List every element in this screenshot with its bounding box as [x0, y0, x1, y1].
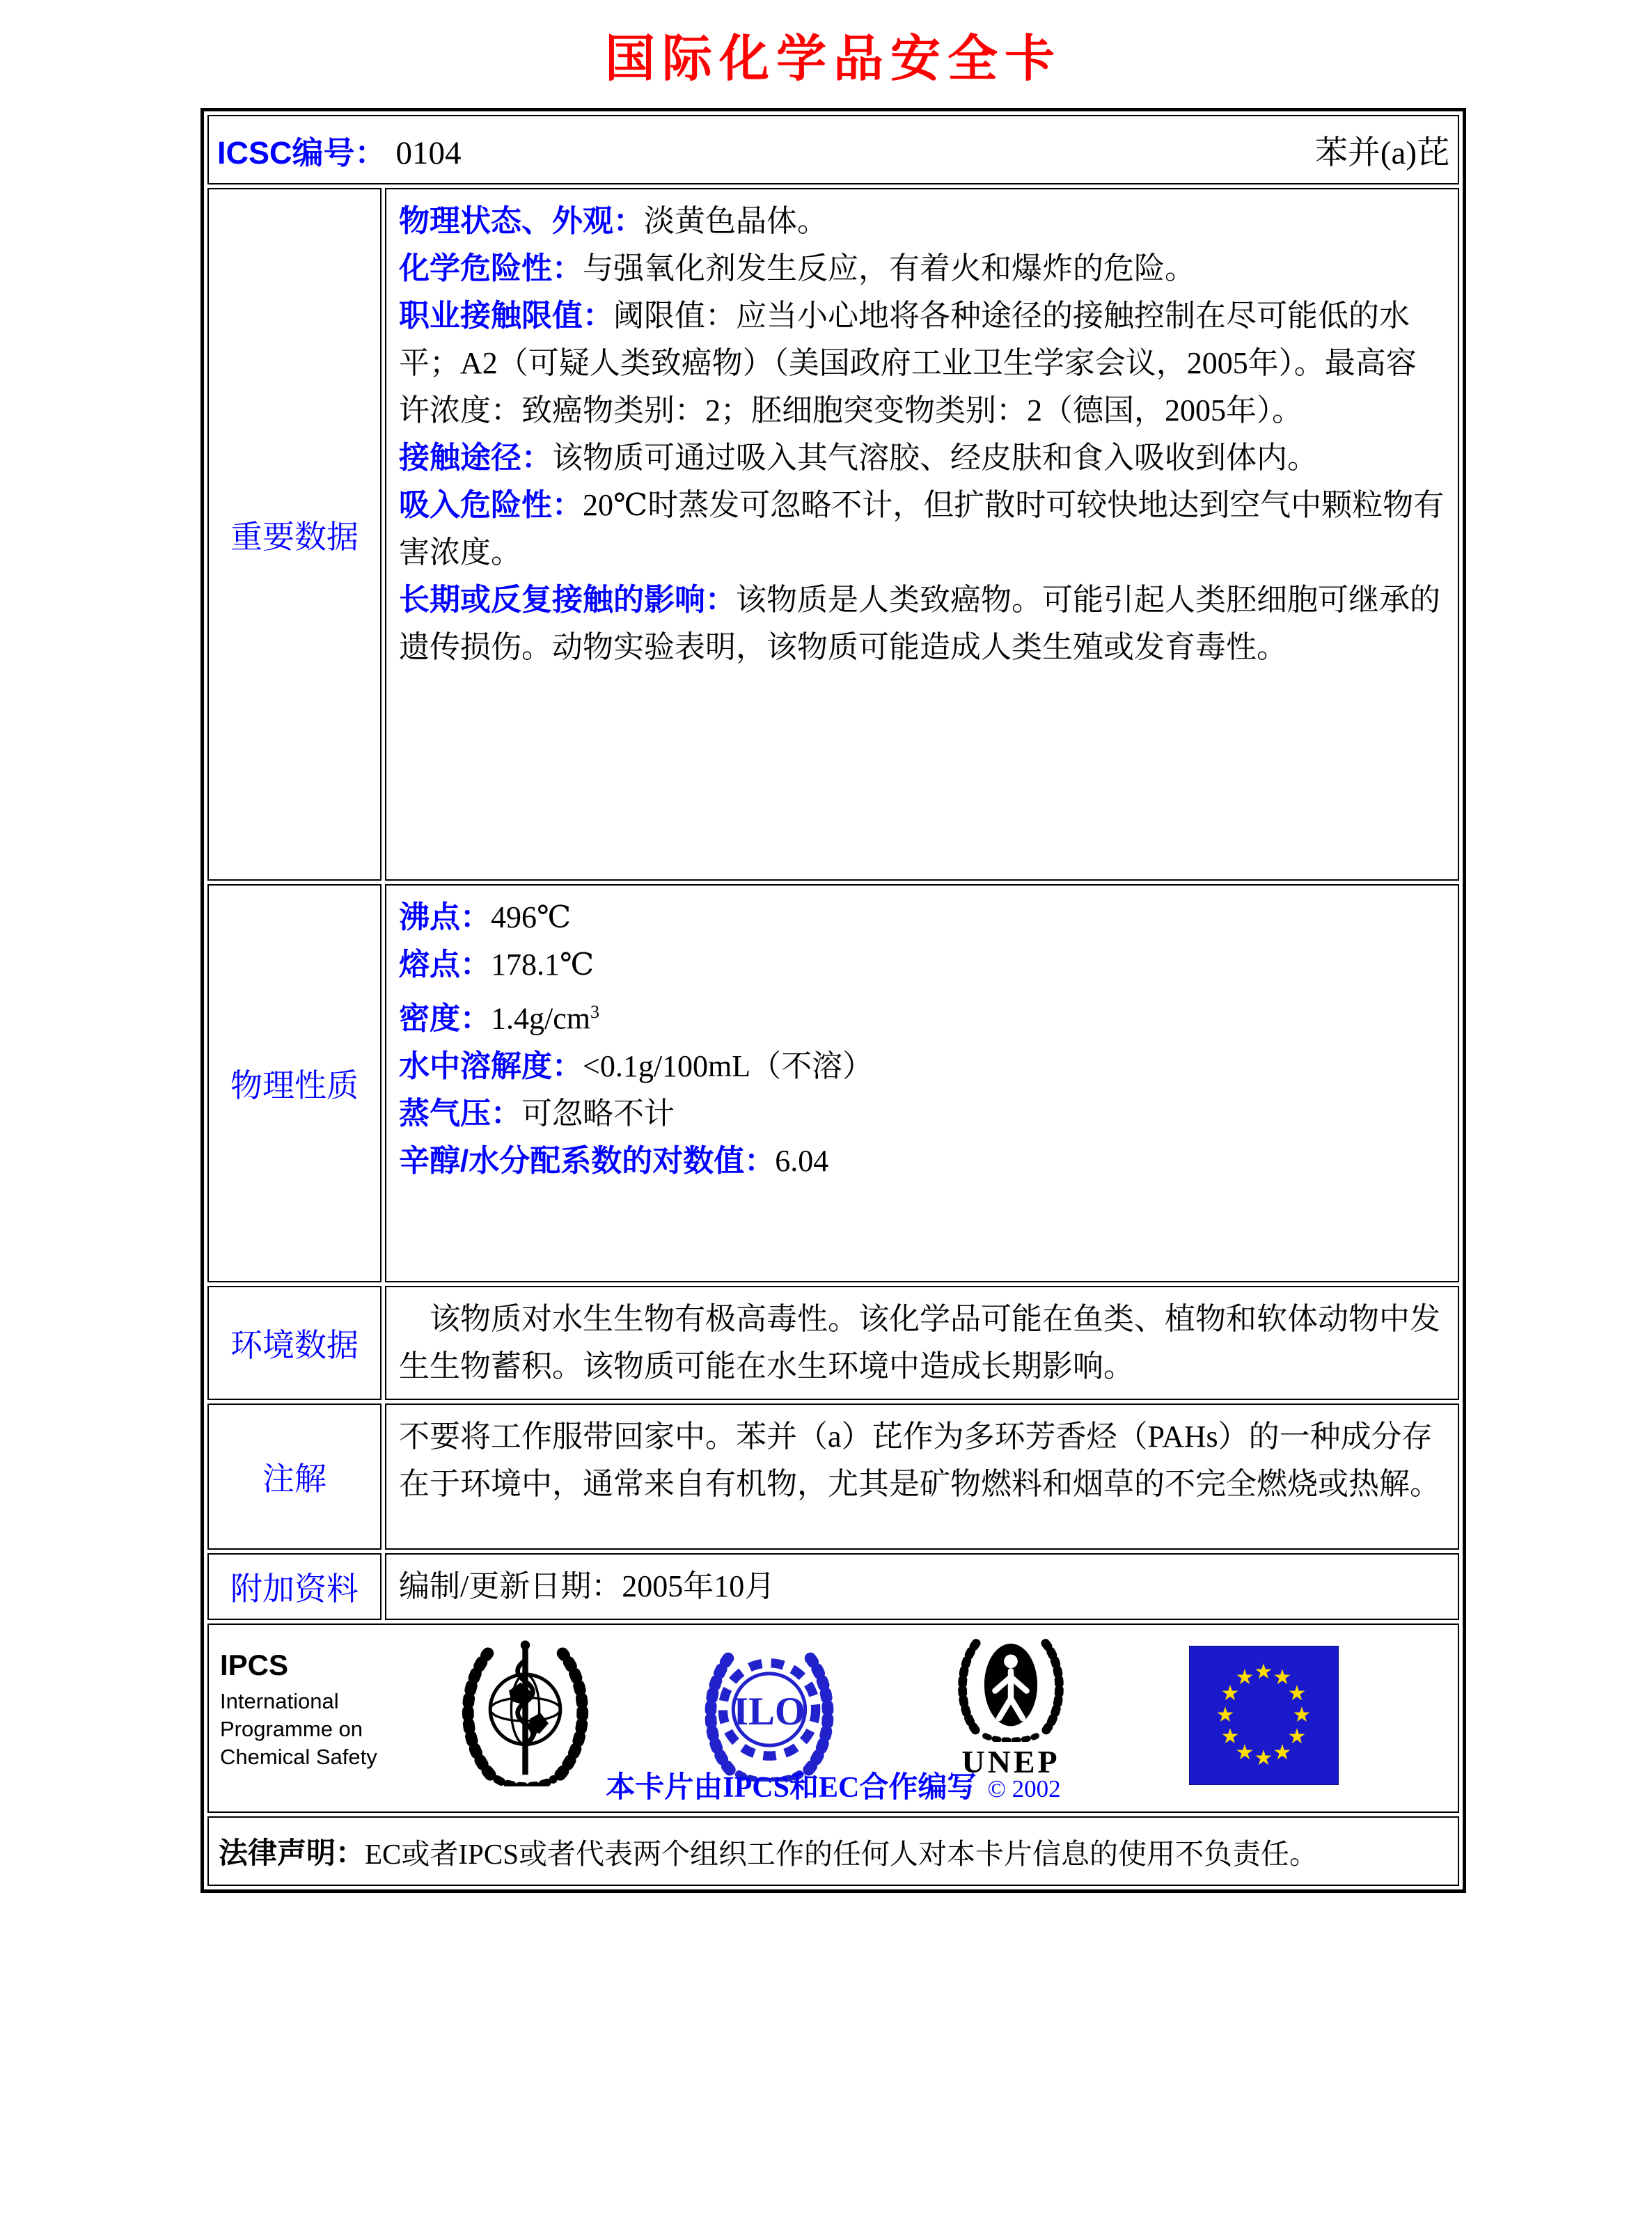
field-value: 496℃	[491, 900, 572, 934]
important-data-item	[399, 576, 1445, 671]
svg-text:★: ★	[1235, 1740, 1254, 1765]
svg-text:★: ★	[1220, 1724, 1240, 1749]
footer-logos-row	[207, 1623, 1459, 1813]
field-label: 物理状态、外观：	[399, 204, 644, 238]
physical-property-item	[399, 894, 1445, 941]
svg-text:★: ★	[1254, 1746, 1273, 1770]
ipcs-line: International	[220, 1689, 339, 1713]
section-label: 重要数据	[230, 518, 359, 555]
icsc-card	[200, 108, 1466, 1893]
section-physical-properties-label-cell	[207, 884, 381, 1282]
field-value: 可忽略不计	[521, 1096, 675, 1131]
field-label: 沸点：	[399, 900, 491, 934]
svg-text:★: ★	[1287, 1681, 1307, 1706]
field-value: 1.4g/cm	[491, 1001, 590, 1036]
section-important-data-content	[385, 188, 1459, 881]
field-value: 淡黄色晶体。	[644, 204, 828, 238]
density-superscript: 3	[590, 1002, 599, 1022]
field-label: 接触途径：	[399, 441, 552, 475]
legal-label: 法律声明：	[219, 1837, 365, 1869]
field-value: 该物质可通过吸入其气溶胶、经皮肤和食入吸收到体内。	[552, 441, 1318, 475]
physical-property-item	[399, 1090, 1445, 1138]
important-data-item	[399, 198, 1445, 245]
svg-text:★: ★	[1273, 1665, 1292, 1690]
legal-statement-row	[207, 1816, 1459, 1886]
field-label: 化学危险性：	[399, 251, 583, 285]
physical-property-item	[399, 1138, 1445, 1185]
section-label: 附加资料	[230, 1571, 359, 1607]
environmental-data-text: 该物质对水生生物有极高毒性。该化学品可能在鱼类、植物和软体动物中发生生物蓄积。该物质可能在水生环境中造成长期影响。	[399, 1302, 1440, 1383]
field-label: 密度：	[399, 1001, 491, 1036]
notes-text: 不要将工作服带回家中。苯并（a）芘作为多环芳香烃（PAHs）的一种成分存在于环境中，通常来自有机物，尤其是矿物燃料和烟草的不完全燃烧或热解。	[399, 1420, 1440, 1501]
section-notes-label-cell	[207, 1404, 381, 1550]
ipcs-line: Programme on	[220, 1717, 363, 1741]
svg-text:★: ★	[1216, 1703, 1235, 1727]
section-label: 物理性质	[230, 1067, 359, 1103]
ilo-letters: ILO	[733, 1690, 805, 1734]
field-label: 水中溶解度：	[399, 1048, 583, 1083]
field-label: 辛醇/水分配系数的对数值：	[399, 1143, 776, 1178]
footer-caption	[209, 1764, 1458, 1806]
field-label: 熔点：	[399, 948, 491, 982]
important-data-item	[399, 434, 1445, 482]
svg-text:★: ★	[1287, 1724, 1307, 1749]
svg-text:★: ★	[1220, 1681, 1240, 1706]
icsc-number-value: 0104	[395, 134, 462, 171]
physical-property-item	[399, 941, 1445, 989]
section-important-data-label-cell	[207, 188, 381, 881]
physical-property-item	[399, 1043, 1445, 1090]
unep-logo-icon	[948, 1632, 1073, 1779]
important-data-item	[399, 482, 1445, 576]
unep-wordmark: UNEP	[961, 1744, 1060, 1779]
page-title: 国际化学品安全卡	[604, 31, 1062, 87]
footer-copyright: © 2002	[987, 1775, 1061, 1802]
field-value: 6.04	[775, 1143, 829, 1178]
section-additional-info-content	[385, 1553, 1459, 1620]
ipcs-text-block	[220, 1649, 377, 1771]
ipcs-line: Chemical Safety	[220, 1745, 377, 1769]
field-label: 长期或反复接触的影响：	[399, 583, 736, 617]
ipcs-abbr: IPCS	[220, 1649, 289, 1681]
field-value: 178.1℃	[491, 948, 595, 982]
section-environmental-data-content	[385, 1286, 1459, 1400]
field-value: 该物质是人类致癌物。可能引起人类胚细胞可继承的遗传损伤。动物实验表明，该物质可能造成人类生殖或发育毒性。	[399, 583, 1440, 664]
section-physical-properties-content	[385, 884, 1459, 1282]
field-label: 职业接触限值：	[399, 299, 613, 333]
physical-property-item	[399, 989, 1445, 1043]
icsc-number-label: ICSC编号：	[217, 134, 386, 171]
important-data-item	[399, 245, 1445, 292]
icsc-number-group	[217, 127, 462, 173]
header-row	[207, 115, 1459, 184]
section-notes-content	[385, 1404, 1459, 1550]
section-environmental-data-label-cell	[207, 1286, 381, 1400]
svg-text:★: ★	[1292, 1703, 1312, 1727]
section-label: 注解	[262, 1461, 327, 1497]
additional-info-text: 编制/更新日期：2005年10月	[399, 1569, 776, 1603]
ilo-logo-icon	[700, 1637, 839, 1785]
field-value: 20℃时蒸发可忽略不计，但扩散时可较快地达到空气中颗粒物有害浓度。	[399, 488, 1445, 569]
important-data-item	[399, 292, 1445, 434]
footer-caption-text: 本卡片由IPCS和EC合作编写	[606, 1772, 977, 1804]
svg-text:★: ★	[1273, 1740, 1292, 1765]
field-value: 与强氧化剂发生反应，有着火和爆炸的危险。	[583, 251, 1195, 285]
field-label: 蒸气压：	[399, 1096, 521, 1131]
section-label: 环境数据	[230, 1327, 359, 1363]
field-value: <0.1g/100mL（不溶）	[583, 1048, 874, 1083]
svg-text:★: ★	[1254, 1660, 1273, 1684]
svg-text:★: ★	[1235, 1665, 1254, 1690]
chemical-name: 苯并(a)芘	[1314, 134, 1449, 171]
field-label: 吸入危险性：	[399, 488, 583, 522]
field-value: 阈限值：应当小心地将各种途径的接触控制在尽可能低的水平；A2（可疑人类致癌物）（美国政府工业卫生学家会议，2005年）。最高容许浓度：致癌物类别：2；胚细胞突变物类别：2（德国，2005年）。	[399, 299, 1417, 427]
legal-text: EC或者IPCS或者代表两个组织工作的任何人对本卡片信息的使用不负责任。	[365, 1837, 1319, 1870]
section-additional-info-label-cell	[207, 1553, 381, 1620]
